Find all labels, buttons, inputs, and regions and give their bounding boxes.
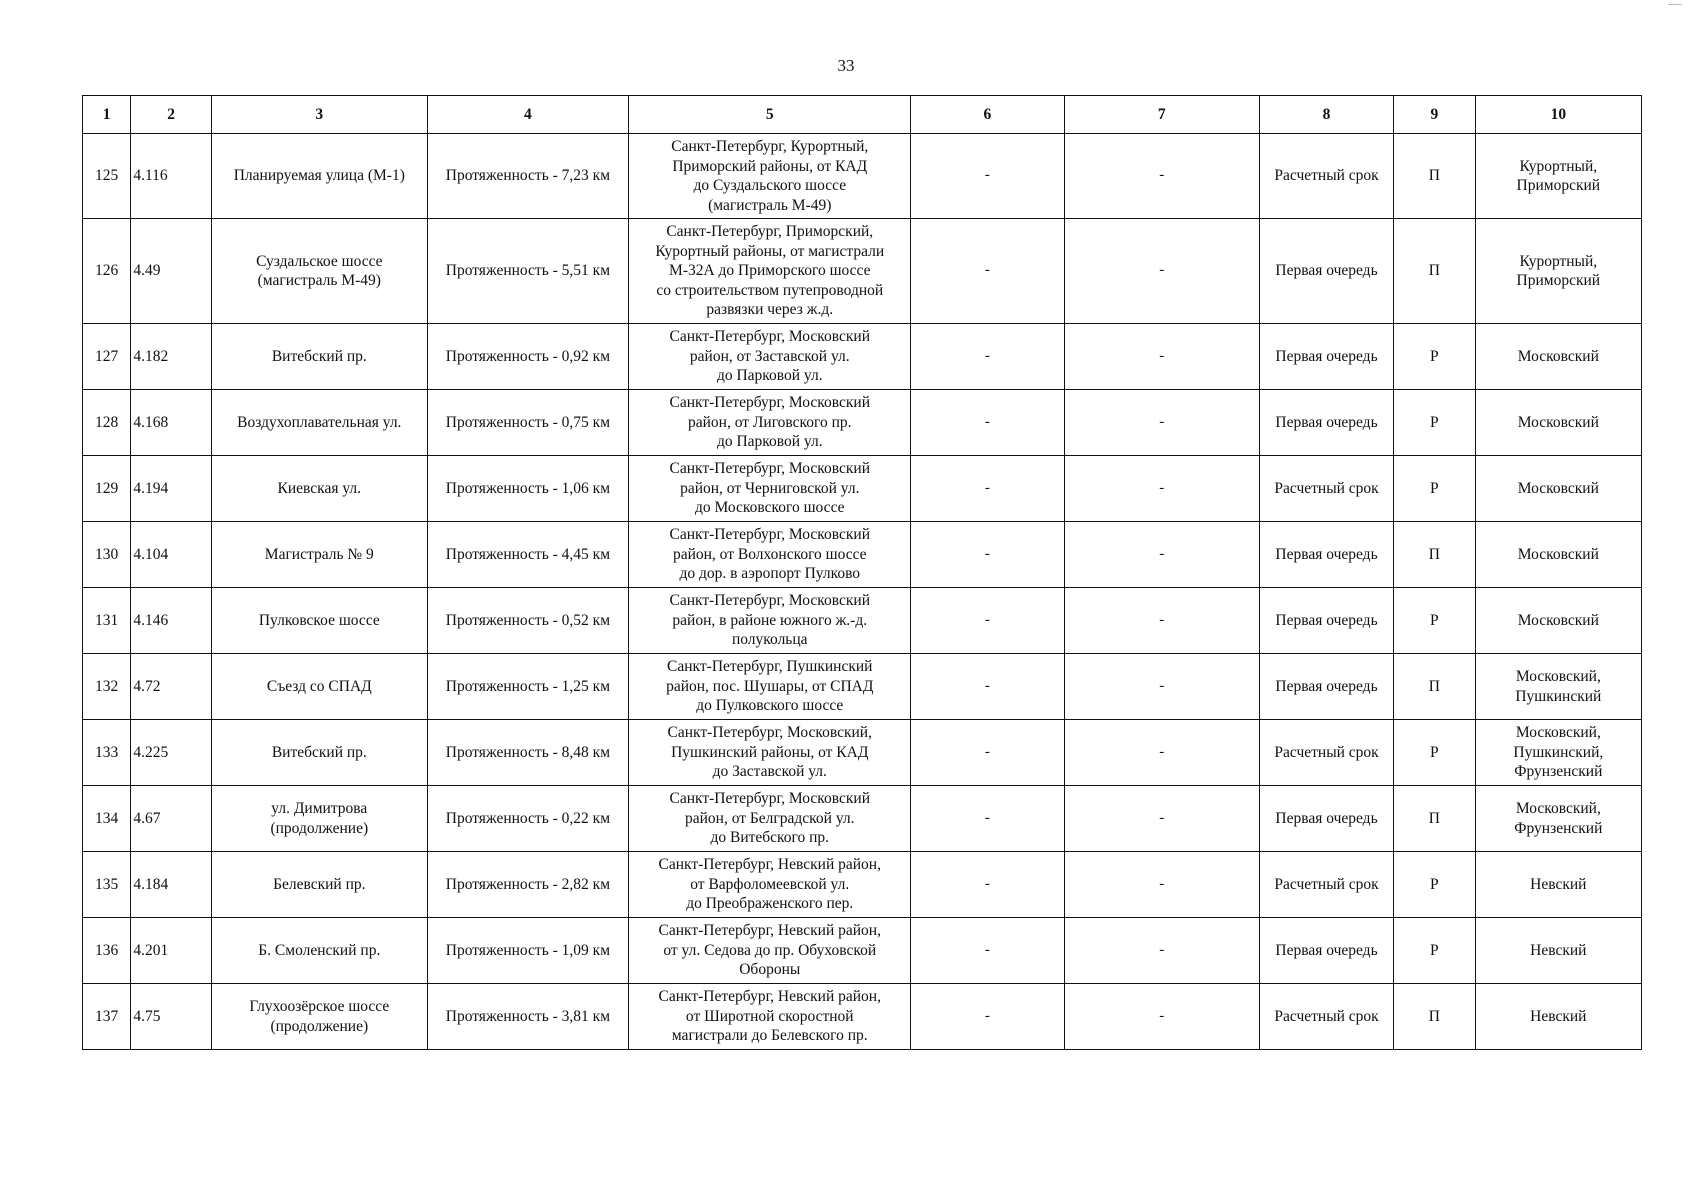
object-name: Б. Смоленский пр.: [211, 918, 427, 984]
column-6-value: -: [911, 852, 1064, 918]
table-row: [83, 390, 1642, 456]
column-7-value: -: [1064, 588, 1260, 654]
row-number: 135: [83, 852, 131, 918]
object-location: Санкт-Петербург, Московский район, от Заставской ул. до Парковой ул.: [629, 324, 911, 390]
table-row: [83, 654, 1642, 720]
table-row: [83, 786, 1642, 852]
column-6-value: -: [911, 720, 1064, 786]
object-type: Р: [1394, 918, 1476, 984]
column-7-value: -: [1064, 219, 1260, 324]
object-code: 4.194: [131, 456, 212, 522]
object-code: 4.75: [131, 984, 212, 1050]
column-header: 3: [211, 96, 427, 134]
column-7-value: -: [1064, 786, 1260, 852]
column-7-value: -: [1064, 654, 1260, 720]
object-length: Протяженность - 0,75 км: [427, 390, 629, 456]
object-length: Протяженность - 2,82 км: [427, 852, 629, 918]
object-length: Протяженность - 1,25 км: [427, 654, 629, 720]
object-length: Протяженность - 0,92 км: [427, 324, 629, 390]
implementation-stage: Расчетный срок: [1260, 456, 1394, 522]
column-header: 4: [427, 96, 629, 134]
object-type: Р: [1394, 720, 1476, 786]
row-number: 130: [83, 522, 131, 588]
table-row: [83, 219, 1642, 324]
object-type: П: [1394, 786, 1476, 852]
object-code: 4.104: [131, 522, 212, 588]
district-name: Московский: [1475, 456, 1641, 522]
district-name: Курортный, Приморский: [1475, 219, 1641, 324]
object-location: Санкт-Петербург, Московский район, в районе южного ж.-д. полукольца: [629, 588, 911, 654]
district-name: Невский: [1475, 918, 1641, 984]
object-location: Санкт-Петербург, Московский, Пушкинский районы, от КАД до Заставской ул.: [629, 720, 911, 786]
district-name: Московский: [1475, 390, 1641, 456]
object-name: Суздальское шоссе (магистраль М-49): [211, 219, 427, 324]
column-header: 2: [131, 96, 212, 134]
object-type: П: [1394, 134, 1476, 219]
table-row: [83, 324, 1642, 390]
object-name: Витебский пр.: [211, 720, 427, 786]
column-7-value: -: [1064, 918, 1260, 984]
object-type: П: [1394, 522, 1476, 588]
implementation-stage: Расчетный срок: [1260, 134, 1394, 219]
column-7-value: -: [1064, 522, 1260, 588]
object-length: Протяженность - 7,23 км: [427, 134, 629, 219]
object-name: Белевский пр.: [211, 852, 427, 918]
column-6-value: -: [911, 219, 1064, 324]
district-name: Курортный, Приморский: [1475, 134, 1641, 219]
object-code: 4.146: [131, 588, 212, 654]
object-length: Протяженность - 1,09 км: [427, 918, 629, 984]
column-header: 9: [1394, 96, 1476, 134]
object-type: П: [1394, 219, 1476, 324]
object-type: Р: [1394, 588, 1476, 654]
object-location: Санкт-Петербург, Курортный, Приморский районы, от КАД до Суздальского шоссе (магистраль М-49): [629, 134, 911, 219]
object-location: Санкт-Петербург, Московский район, от Черниговской ул. до Московского шоссе: [629, 456, 911, 522]
object-code: 4.184: [131, 852, 212, 918]
table-row: [83, 522, 1642, 588]
object-name: Планируемая улица (М-1): [211, 134, 427, 219]
object-name: Магистраль № 9: [211, 522, 427, 588]
object-location: Санкт-Петербург, Московский район, от Волхонского шоссе до дор. в аэропорт Пулково: [629, 522, 911, 588]
district-name: Московский: [1475, 588, 1641, 654]
column-header: 6: [911, 96, 1064, 134]
object-code: 4.67: [131, 786, 212, 852]
planning-table: [82, 95, 1642, 1050]
column-header: 5: [629, 96, 911, 134]
district-name: Невский: [1475, 984, 1641, 1050]
table-row: [83, 918, 1642, 984]
object-code: 4.116: [131, 134, 212, 219]
column-6-value: -: [911, 786, 1064, 852]
row-number: 126: [83, 219, 131, 324]
object-length: Протяженность - 0,22 км: [427, 786, 629, 852]
implementation-stage: Первая очередь: [1260, 390, 1394, 456]
object-type: П: [1394, 984, 1476, 1050]
object-type: Р: [1394, 456, 1476, 522]
object-location: Санкт-Петербург, Пушкинский район, пос. Шушары, от СПАД до Пулковского шоссе: [629, 654, 911, 720]
implementation-stage: Первая очередь: [1260, 786, 1394, 852]
column-7-value: -: [1064, 390, 1260, 456]
district-name: Московский, Фрунзенский: [1475, 786, 1641, 852]
implementation-stage: Первая очередь: [1260, 918, 1394, 984]
object-type: Р: [1394, 390, 1476, 456]
row-number: 129: [83, 456, 131, 522]
table-row: [83, 852, 1642, 918]
table-row: [83, 134, 1642, 219]
district-name: Невский: [1475, 852, 1641, 918]
object-location: Санкт-Петербург, Невский район, от ул. Седова до пр. Обуховской Обороны: [629, 918, 911, 984]
object-name: Воздухоплавательная ул.: [211, 390, 427, 456]
object-length: Протяженность - 8,48 км: [427, 720, 629, 786]
row-number: 137: [83, 984, 131, 1050]
object-type: П: [1394, 654, 1476, 720]
column-6-value: -: [911, 918, 1064, 984]
scan-edge-mark: [1668, 4, 1682, 11]
column-header: 1: [83, 96, 131, 134]
object-type: Р: [1394, 324, 1476, 390]
table-row: [83, 456, 1642, 522]
object-code: 4.225: [131, 720, 212, 786]
table-row: [83, 588, 1642, 654]
column-6-value: -: [911, 522, 1064, 588]
object-length: Протяженность - 1,06 км: [427, 456, 629, 522]
district-name: Московский: [1475, 522, 1641, 588]
object-location: Санкт-Петербург, Невский район, от Варфоломеевской ул. до Преображенского пер.: [629, 852, 911, 918]
object-length: Протяженность - 5,51 км: [427, 219, 629, 324]
implementation-stage: Расчетный срок: [1260, 720, 1394, 786]
object-code: 4.182: [131, 324, 212, 390]
object-length: Протяженность - 0,52 км: [427, 588, 629, 654]
object-code: 4.49: [131, 219, 212, 324]
row-number: 128: [83, 390, 131, 456]
object-name: ул. Димитрова (продолжение): [211, 786, 427, 852]
column-6-value: -: [911, 134, 1064, 219]
column-7-value: -: [1064, 134, 1260, 219]
implementation-stage: Расчетный срок: [1260, 852, 1394, 918]
table-body: [83, 134, 1642, 1050]
implementation-stage: Первая очередь: [1260, 522, 1394, 588]
district-name: Московский: [1475, 324, 1641, 390]
implementation-stage: Первая очередь: [1260, 654, 1394, 720]
column-6-value: -: [911, 984, 1064, 1050]
object-length: Протяженность - 3,81 км: [427, 984, 629, 1050]
object-length: Протяженность - 4,45 км: [427, 522, 629, 588]
implementation-stage: Первая очередь: [1260, 324, 1394, 390]
row-number: 127: [83, 324, 131, 390]
column-6-value: -: [911, 390, 1064, 456]
column-6-value: -: [911, 324, 1064, 390]
district-name: Московский, Пушкинский, Фрунзенский: [1475, 720, 1641, 786]
page-number: 33: [837, 56, 855, 75]
implementation-stage: Расчетный срок: [1260, 984, 1394, 1050]
object-code: 4.72: [131, 654, 212, 720]
row-number: 133: [83, 720, 131, 786]
implementation-stage: Первая очередь: [1260, 219, 1394, 324]
row-number: 132: [83, 654, 131, 720]
object-type: Р: [1394, 852, 1476, 918]
object-location: Санкт-Петербург, Московский район, от Лиговского пр. до Парковой ул.: [629, 390, 911, 456]
column-header: 7: [1064, 96, 1260, 134]
column-7-value: -: [1064, 984, 1260, 1050]
header-row: [83, 96, 1642, 134]
district-name: Московский, Пушкинский: [1475, 654, 1641, 720]
object-name: Пулковское шоссе: [211, 588, 427, 654]
object-code: 4.201: [131, 918, 212, 984]
object-name: Глухоозёрское шоссе (продолжение): [211, 984, 427, 1050]
column-6-value: -: [911, 654, 1064, 720]
column-6-value: -: [911, 456, 1064, 522]
column-7-value: -: [1064, 852, 1260, 918]
object-location: Санкт-Петербург, Московский район, от Белградской ул. до Витебского пр.: [629, 786, 911, 852]
row-number: 134: [83, 786, 131, 852]
column-header: 8: [1260, 96, 1394, 134]
table-row: [83, 984, 1642, 1050]
column-7-value: -: [1064, 456, 1260, 522]
column-6-value: -: [911, 588, 1064, 654]
column-header: 10: [1475, 96, 1641, 134]
row-number: 125: [83, 134, 131, 219]
table-row: [83, 720, 1642, 786]
row-number: 131: [83, 588, 131, 654]
object-name: Съезд со СПАД: [211, 654, 427, 720]
column-7-value: -: [1064, 720, 1260, 786]
column-7-value: -: [1064, 324, 1260, 390]
row-number: 136: [83, 918, 131, 984]
object-location: Санкт-Петербург, Приморский, Курортный районы, от магистрали М-32А до Приморского шоссе со строительством путепроводной развязки через ж.д.: [629, 219, 911, 324]
implementation-stage: Первая очередь: [1260, 588, 1394, 654]
object-name: Витебский пр.: [211, 324, 427, 390]
object-name: Киевская ул.: [211, 456, 427, 522]
object-code: 4.168: [131, 390, 212, 456]
object-location: Санкт-Петербург, Невский район, от Широтной скоростной магистрали до Белевского пр.: [629, 984, 911, 1050]
